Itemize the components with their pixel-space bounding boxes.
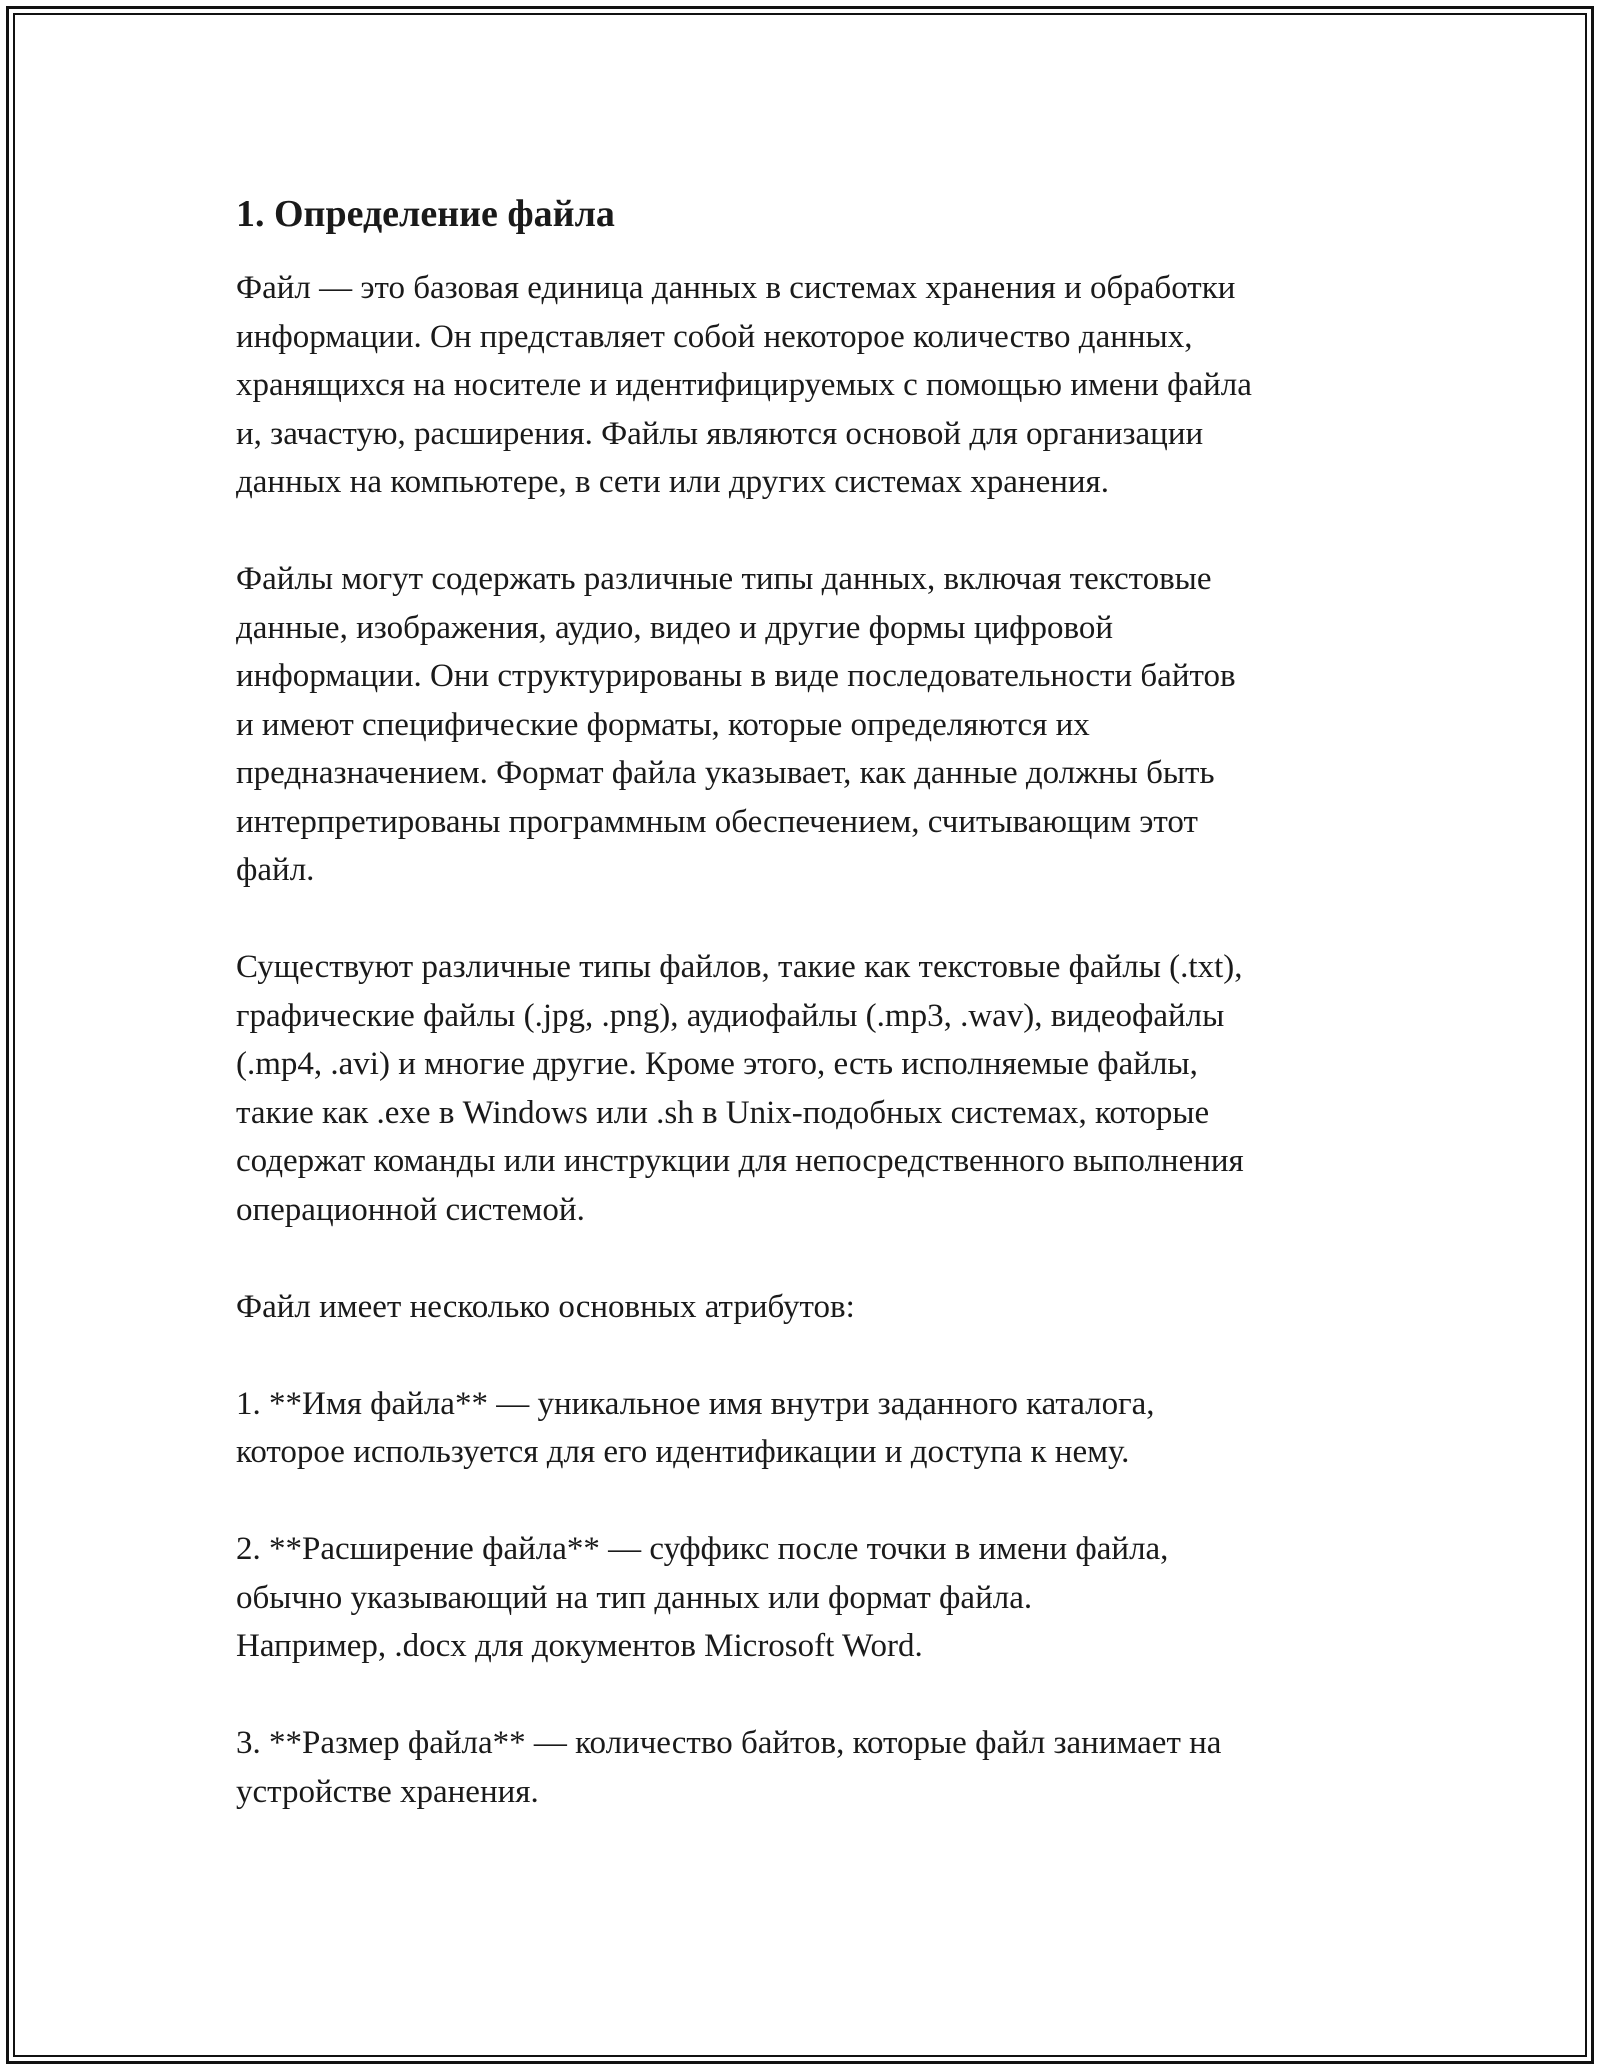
paragraph-file-definition: Файл — это базовая единица данных в системах хранения и обработки информации. Он представляет собой некоторое количество данных, хранящихся на носителе и идентифицируемых с помощью имени файла и, зачастую, расширения. Файлы являются основой для организации данных на компьютере, в сети или других системах хранения. — [236, 270, 1252, 500]
section-heading: 1. Определение файла — [236, 193, 615, 235]
list-item-file-extension: 2. **Расширение файла** — суффикс после точки в имени файла, обычно указывающий на тип данных или формат файла. Например, .docx для документов Microsoft Word. — [236, 1531, 1169, 1664]
list-item-file-name: 1. **Имя файла** — уникальное имя внутри заданного каталога, которое используется для его идентификации и доступа к нему. — [236, 1385, 1155, 1470]
paragraph-attributes-intro: Файл имеет несколько основных атрибутов: — [236, 1288, 855, 1325]
paragraph-data-types: Файлы могут содержать различные типы данных, включая текстовые данные, изображения, аудио, видео и другие формы цифровой информации. Они структурированы в виде последовательности байтов и имеют специфические форматы, которые определяются их предназначением. Формат файла указывает, как данные должны быть интерпретированы программным обеспечением, считывающим этот файл. — [236, 561, 1236, 888]
list-item-file-size: 3. **Размер файла** — количество байтов, которые файл занимает на устройстве хранения. — [236, 1725, 1222, 1810]
document-body — [236, 190, 1386, 1816]
paragraph-file-types: Существуют различные типы файлов, такие как текстовые файлы (.txt), графические файлы (.jpg, .png), аудиофайлы (.mp3, .wav), видеофайлы (.mp4, .avi) и многие другие. Кроме этого, есть исполняемые файлы, такие как .exe в Windows или .sh в Unix-подобных системах, которые содержат команды или инструкции для непосредственного выполнения операционной системой. — [236, 949, 1244, 1228]
